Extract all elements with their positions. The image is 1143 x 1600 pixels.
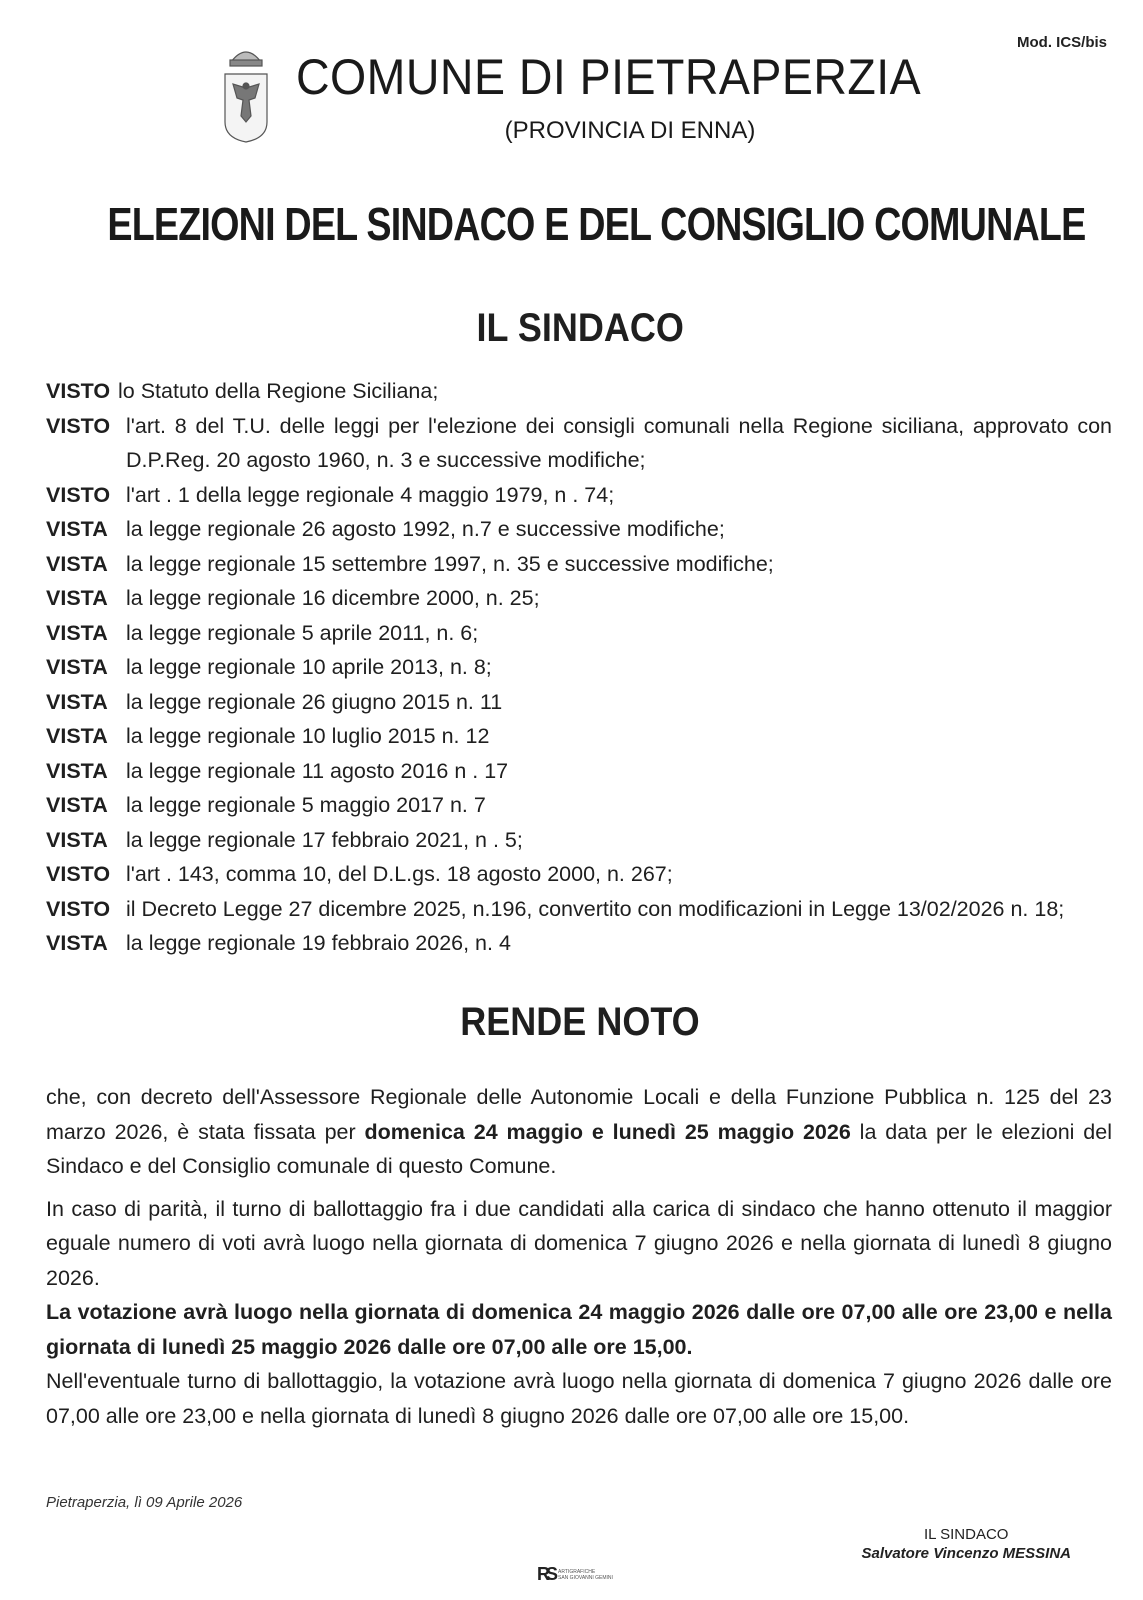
sindaco-heading xyxy=(0,306,1143,351)
visto-item xyxy=(46,892,1112,927)
visto-text: la legge regionale 10 aprile 2013, n. 8; xyxy=(126,655,492,679)
printer-text xyxy=(558,1569,613,1581)
election-dates: domenica 24 maggio e lunedì 25 maggio 2026 xyxy=(364,1119,851,1144)
printer-sub: SAN GIOVANNI GEMINI xyxy=(558,1574,613,1581)
paragraph-text: la data per le elezioni del Sindaco e del Consiglio comunale di questo Comune. xyxy=(46,1119,1112,1178)
comune-name: COMUNE DI PIETRAPERZIA xyxy=(296,49,922,105)
visto-text: il Decreto Legge 27 dicembre 2025, n.196, convertito con modificazioni in Legge 13/02/2026 n. 18; xyxy=(126,896,1065,921)
visto-label: VISTA xyxy=(46,586,108,610)
document-title xyxy=(0,197,1143,251)
sindaco-heading-text: IL SINDACO xyxy=(476,306,684,350)
visto-label: VISTA xyxy=(46,551,108,576)
visto-item xyxy=(46,478,1112,513)
model-code: Mod. ICS/bis xyxy=(1017,34,1107,51)
printer-logo xyxy=(537,1564,613,1585)
visto-item xyxy=(46,857,1112,892)
notice-body xyxy=(46,1080,1112,1433)
visto-text: la legge regionale 11 agosto 2016 n . 17 xyxy=(126,758,509,783)
visto-label: VISTA xyxy=(46,655,108,679)
visto-label: VISTA xyxy=(46,517,108,541)
visto-item xyxy=(46,719,1112,754)
visto-item xyxy=(46,754,1112,789)
visto-item xyxy=(46,512,1112,547)
paragraph-election-date xyxy=(46,1080,1112,1184)
visto-text: la legge regionale 17 febbraio 2021, n . 5; xyxy=(126,827,523,852)
visto-text: la legge regionale 16 dicembre 2000, n. 25; xyxy=(126,586,540,610)
visto-item xyxy=(46,823,1112,858)
visto-text: la legge regionale 5 aprile 2011, n. 6; xyxy=(126,620,479,645)
visto-text: la legge regionale 5 maggio 2017 n. 7 xyxy=(126,793,486,817)
visto-item xyxy=(46,547,1112,582)
visto-text: la legge regionale 26 giugno 2015 n. 11 xyxy=(126,689,503,714)
visto-label: VISTA xyxy=(46,758,108,783)
visto-label: VISTO xyxy=(46,413,111,438)
visto-label: VISTO xyxy=(46,896,111,921)
visto-text: lo Statuto della Regione Siciliana; xyxy=(118,379,439,403)
provincia-name: (PROVINCIA DI ENNA) xyxy=(504,117,756,144)
visto-item xyxy=(46,650,1112,685)
visto-label: VISTA xyxy=(46,620,108,645)
signature-name: Salvatore Vincenzo MESSINA xyxy=(861,1545,1071,1562)
visto-item xyxy=(46,581,1112,616)
signature-block xyxy=(861,1526,1071,1562)
visti-list xyxy=(46,374,1112,961)
rende-noto-heading xyxy=(0,1000,1143,1045)
visto-item xyxy=(46,409,1112,478)
rende-noto-heading-text: RENDE NOTO xyxy=(460,1000,700,1044)
paragraph-ballottaggio-hours: Nell'eventuale turno di ballottaggio, la votazione avrà luogo nella giornata di domenica 7 giugno 2026 dalle ore 07,00 alle ore 23,00 e nella giornata di lunedì 8 giugno 2026 dalle ore 07,00 alle ore 15,00. xyxy=(46,1369,1112,1428)
visto-text: la legge regionale 10 luglio 2015 n. 12 xyxy=(126,724,490,748)
visto-label: VISTO xyxy=(46,862,111,886)
visto-item xyxy=(46,926,1112,961)
visto-label: VISTO xyxy=(46,379,111,403)
visto-text: l'art. 8 del T.U. delle leggi per l'elezione dei consigli comunali nella Regione siciliana, approvato con D.P.Reg. 20 agosto 1960, n. 3 e successive modifiche; xyxy=(126,413,1112,472)
printer-mark-icon: RS xyxy=(537,1564,555,1584)
visto-text: la legge regionale 19 febbraio 2026, n. 4 xyxy=(126,931,511,955)
visto-label: VISTA xyxy=(46,724,108,748)
printer-name: ARTIGRAFICHE xyxy=(558,1568,596,1575)
paragraph-voting-hours: La votazione avrà luogo nella giornata di domenica 24 maggio 2026 dalle ore 07,00 alle ore 23,00 e nella giornata di lunedì 25 maggio 2026 dalle ore 07,00 alle ore 15,00. xyxy=(46,1300,1112,1359)
visto-item xyxy=(46,685,1112,720)
visto-label: VISTO xyxy=(46,482,111,507)
visto-text: la legge regionale 26 agosto 1992, n.7 e successive modifiche; xyxy=(126,517,725,541)
visto-label: VISTA xyxy=(46,931,108,955)
place-date: Pietraperzia, lì 09 Aprile 2026 xyxy=(46,1494,243,1511)
visto-item xyxy=(46,616,1112,651)
visto-label: VISTA xyxy=(46,689,108,714)
visto-label: VISTA xyxy=(46,793,108,817)
visto-label: VISTA xyxy=(46,827,108,852)
visto-text: l'art . 1 della legge regionale 4 maggio 1979, n . 74; xyxy=(126,482,615,507)
paragraph-text: che, con decreto dell'Assessore Regionale delle Autonomie Locali e della Funzione Pubblica n. 125 del 23 marzo 2026, è stata fissata per xyxy=(46,1085,1112,1144)
visto-item xyxy=(46,788,1112,823)
visto-text: l'art . 143, comma 10, del D.L.gs. 18 agosto 2000, n. 267; xyxy=(126,862,673,886)
visto-item xyxy=(46,374,1112,409)
paragraph-ballottaggio: In caso di parità, il turno di ballottaggio fra i due candidati alla carica di sindaco che hanno ottenuto il maggior eguale numero di voti avrà luogo nella giornata di domenica 7 giugno 2026 e nella giornata di lunedì 8 giugno 2026. xyxy=(46,1196,1112,1290)
document-title-text: ELEZIONI DEL SINDACO E DEL CONSIGLIO COMUNALE xyxy=(107,198,1086,250)
signature-title: IL SINDACO xyxy=(924,1526,1009,1543)
visto-text: la legge regionale 15 settembre 1997, n. 35 e successive modifiche; xyxy=(126,551,774,576)
